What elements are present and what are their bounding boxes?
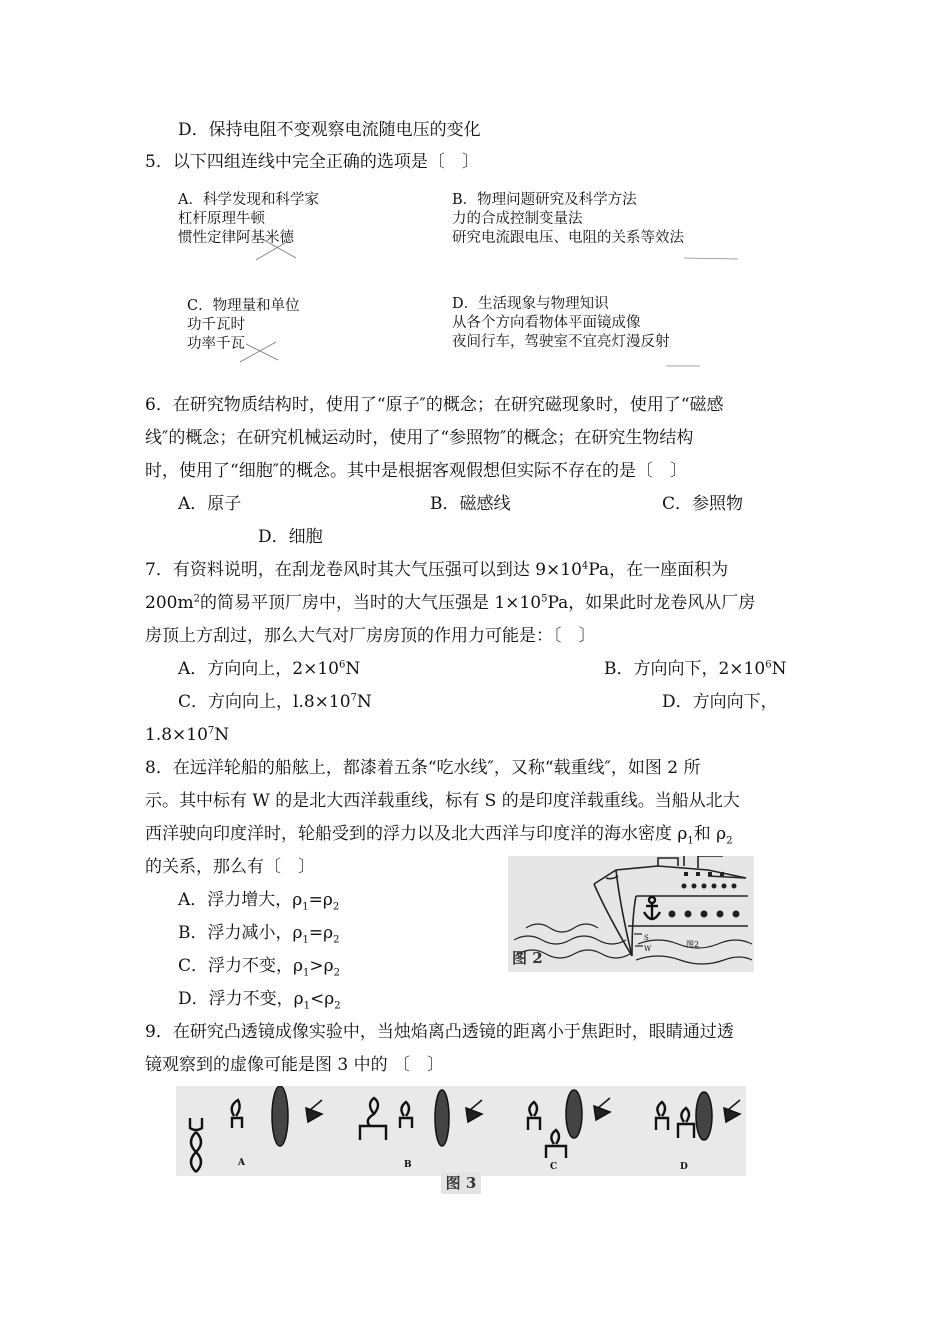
q6-option-d: D．细胞: [258, 527, 323, 547]
panel-c-drawing: [528, 1090, 610, 1158]
q7-option-a: A．方向向上，$2\times 10^6N$: [178, 659, 361, 679]
q5-d-line1: 从各个方向看物体平面镜成像: [452, 315, 641, 331]
eye-icon: [306, 1100, 322, 1122]
q6-option-a: A．原子: [178, 494, 242, 514]
q7-line2: $200m^2$的简易平顶厂房中，当时的大气压强是 $1\times 10^5Pa$，如果此时龙卷风从厂房: [145, 593, 756, 613]
q5-a-line1: 杠杆原理牛顿: [178, 211, 265, 227]
q8-line1: 8．在远洋轮船的船舷上，都漆着五条“吃水线″，又称“载重线″，如图 2 所: [145, 758, 701, 778]
q9-line2: 镜观察到的虚像可能是图 3 中的 〔 〕: [145, 1055, 445, 1075]
q5-b-line1: 力的合成控制变量法: [452, 211, 583, 227]
panel-d-label: D: [680, 1162, 688, 1172]
q5-c-line1: 功千瓦时: [187, 317, 245, 333]
figure-2-ship: [508, 856, 754, 972]
q6-option-c: C．参照物: [662, 494, 744, 514]
q6-line2: 线″的概念；在研究机械运动时，使用了“参照物″的概念；在研究生物结构: [145, 428, 694, 448]
q5-a-connector-lines: [250, 236, 300, 264]
q7-option-b: B．方向向下，$2\times 10^6N$: [604, 659, 787, 679]
q5-d-connector-line: [664, 362, 704, 370]
q8-option-a: A．浮力增大，$\rho_1=\rho_2$: [178, 890, 340, 913]
q7-option-d: D．方向向下，: [662, 692, 778, 712]
q5-b-line2: 研究电流跟电压、电阻的关系等效法: [452, 230, 684, 246]
load-line-mark-w: W: [644, 945, 652, 953]
q7-line1: 7．有资料说明，在刮龙卷风时其大气压强可以到达 $9\times 10^4Pa$，在一座面积为: [145, 560, 729, 580]
q9-line1: 9．在研究凸透镜成像实验中，当烛焰离凸透镜的距离小于焦距时，眼睛通过透: [145, 1022, 734, 1042]
panel-a-drawing: [190, 1086, 322, 1172]
q6-line1: 6．在研究物质结构时，使用了“原子″的概念；在研究磁现象时，使用了“磁感: [145, 395, 724, 415]
q7-option-c: C．方向向上，$l.8\times 10^7N$: [178, 692, 372, 712]
anchor-icon: [644, 897, 660, 920]
panel-b-label: B: [404, 1160, 412, 1170]
q5-c-title: C．物理量和单位: [187, 298, 300, 314]
panel-c-label: C: [550, 1162, 558, 1172]
figure-2-label: 图 2: [512, 949, 543, 967]
q4-option-d: D．保持电阻不变观察电流随电压的变化: [178, 120, 481, 140]
q5-c-line2: 功率千瓦: [187, 336, 245, 352]
q5-stem: 5．以下四组连线中完全正确的选项是〔 〕: [145, 152, 479, 172]
q8-option-c: C．浮力不变，$\rho_1>\rho_2$: [178, 956, 341, 979]
q8-line2: 示。其中标有 W 的是北大西洋载重线，标有 S 的是印度洋载重线。当船从北大: [145, 791, 740, 811]
q5-d-title: D．生活现象与物理知识: [452, 296, 609, 312]
q6-option-b: B．磁感线: [430, 494, 511, 514]
q8-line4: 的关系，那么有〔 〕: [145, 857, 315, 877]
q5-b-title: B．物理问题研究及科学方法: [452, 192, 637, 208]
q5-a-title: A．科学发现和科学家: [178, 192, 319, 208]
figure-2-inner-label: 图2: [686, 940, 700, 949]
panel-d-drawing: [656, 1092, 740, 1140]
q5-c-connector-lines: [236, 338, 282, 366]
eye-icon: [466, 1100, 482, 1122]
panel-a-label: A: [238, 1158, 245, 1168]
q5-a-line2: 惯性定律阿基米德: [178, 230, 294, 246]
eye-icon: [594, 1098, 610, 1120]
q7-line3: 房顶上方刮过，那么大气对厂房房顶的作用力可能是：〔 〕: [145, 626, 596, 646]
load-line-mark-s: S: [644, 934, 649, 942]
q8-option-d: D．浮力不变，$\rho_1<\rho_2$: [178, 989, 341, 1012]
q7-option-d-cont: $1.8\times 10^7N$: [145, 725, 230, 745]
eye-icon: [724, 1100, 740, 1122]
q5-b-connector-line: [682, 254, 742, 262]
panel-b-drawing: [360, 1090, 482, 1146]
ship-drawing: [508, 856, 754, 972]
figure-3-lens-images: [176, 1086, 746, 1176]
figure-3-label: 图 3: [441, 1172, 481, 1194]
q8-option-b: B．浮力减小，$\rho_1=\rho_2$: [178, 923, 340, 946]
q8-line3: 西洋驶向印度洋时，轮船受到的浮力以及北大西洋与印度洋的海水密度 $\rho_1$和 $\rho_2$: [145, 824, 733, 847]
q6-line3: 时，使用了“细胞″的概念。其中是根据客观假想但实际不存在的是〔 〕: [145, 461, 688, 481]
q5-d-line2: 夜间行车，驾驶室不宜亮灯漫反射: [452, 334, 670, 350]
